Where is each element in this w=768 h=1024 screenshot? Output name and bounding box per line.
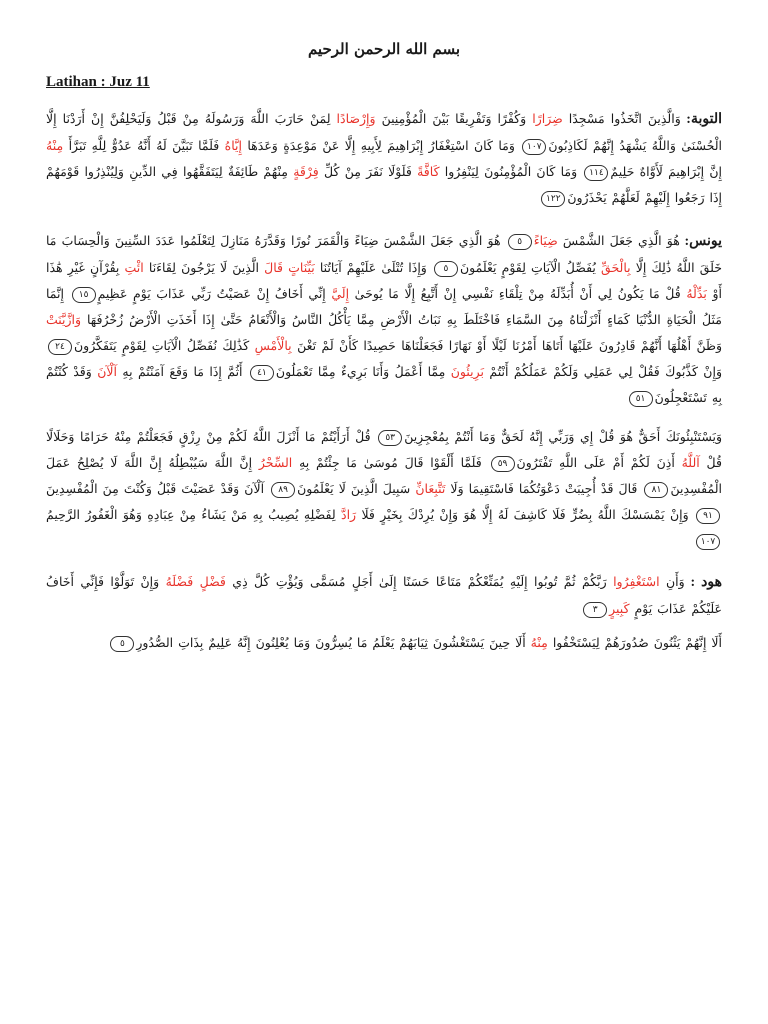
highlighted-word: السِّحْرُ (258, 455, 293, 470)
ayah-number-marker: ٥٣ (378, 430, 402, 446)
highlighted-word: ضِيَاءً (533, 233, 558, 248)
highlighted-word: رَادَّ (341, 507, 357, 522)
highlighted-word: اسْتَغْفِرُوا (613, 574, 660, 589)
verse-text: آلْآنَ وَقَدْ عَصَيْتَ قَبْلُ وَكُنْتَ مِنَ الْمُفْسِدِينَ (46, 481, 270, 496)
surah-label: هود : (684, 575, 722, 590)
verse-text: إِنَّ إِبْرَاهِيمَ لَأَوَّاهٌ حَلِيمٌ (610, 164, 722, 179)
highlighted-word: بَيِّنَاتٍ قَالَ (264, 260, 315, 275)
passage-yunus (46, 228, 722, 411)
highlighted-word: إِلَيَّ (331, 286, 350, 301)
verse-text: يُفَصِّلُ الْآيَاتِ لِقَوْمٍ يَعْلَمُونَ (459, 260, 602, 275)
highlighted-word: بَرِيئُونَ (450, 364, 484, 379)
highlighted-word: تَتَّبِعَانِّ (415, 481, 446, 496)
verse-text: فَلَوْلَا نَفَرَ مِنْ كُلِّ (318, 164, 418, 179)
highlighted-word: مِنْهُ (46, 138, 64, 153)
verse-text: أَذِنَ لَكُمْ أَمْ عَلَى اللَّهِ تَفْتَرُونَ (516, 455, 682, 470)
passage-at-tawbah (46, 106, 722, 211)
verse-text: إِنَّ اللَّهَ سَيُبْطِلُهُ إِنَّ اللَّهَ لَا يُصْلِحُ عَمَلَ الْمُفْسِدِينَ (46, 455, 722, 496)
highlighted-word: فَضْلٍ فَضْلَهُ (165, 574, 226, 589)
verse-text: وَيَسْتَنْبِئُونَكَ أَحَقٌّ هُوَ قُلْ إِي وَرَبِّي إِنَّهُ لَحَقٌّ وَمَا أَنْتُمْ بِمُعْجِزِينَ (404, 429, 722, 444)
passage-yunus-continued (46, 424, 722, 554)
ayah-number-marker: ٤١ (250, 365, 274, 381)
ayah-number-marker: ٢٤ (48, 339, 72, 355)
verse-text: أَلَا إِنَّهُمْ يَثْنُونَ صُدُورَهُمْ لِيَسْتَخْفُوا (547, 635, 722, 650)
verse-text: فَلَمَّا أَلْقَوْا قَالَ مُوسَىٰ مَا جِئْتُمْ بِهِ (292, 455, 489, 470)
basmala-heading: بسم الله الرحمن الرحيم (307, 40, 461, 58)
highlighted-word: كَبِيرٍ (609, 601, 630, 616)
verse-text: وَكُفْرًا وَتَفْرِيقًا بَيْنَ الْمُؤْمِنِينَ (375, 111, 533, 126)
verse-text: كَذَٰلِكَ نُفَصِّلُ الْآيَاتِ لِقَوْمٍ يَتَفَكَّرُونَ (74, 338, 255, 353)
verse-text: وَظَنَّ أَهْلُهَا أَنَّهُمْ قَادِرُونَ عَلَيْهَا أَتَاهَا أَمْرُنَا لَيْلًا أَوْ نَهَارًا فَجَعَلْنَاهَا حَصِيدًا كَأَنْ لَمْ تَغْنَ (291, 338, 722, 353)
page-title: Latihan : Juz 11 (46, 74, 150, 90)
verse-text: رَبَّكُمْ ثُمَّ تُوبُوا إِلَيْهِ يُمَتِّعْكُمْ مَتَاعًا حَسَنًا إِلَىٰ أَجَلٍ مُسَمًّى وَيُؤْتِ كُلَّ ذِي (225, 574, 614, 589)
verse-text: وَالَّذِينَ اتَّخَذُوا مَسْجِدًا (562, 111, 681, 126)
verse-text: وَإِذَا تُتْلَىٰ عَلَيْهِمْ آيَاتُنَا (314, 260, 432, 275)
ayah-number-marker: ١٢٢ (541, 191, 565, 207)
verse-text: وَمَا كَانَ الْمُؤْمِنُونَ لِيَنْفِرُوا (439, 164, 583, 179)
verse-text: مِمَّا أَعْمَلُ وَأَنَا بَرِيءٌ مِمَّا تَعْمَلُونَ (275, 364, 451, 379)
verse-text: وَقَدْ كُنْتُمْ بِهِ تَسْتَعْجِلُونَ (46, 364, 722, 405)
verse-text: وَأَنِ (659, 574, 685, 589)
highlighted-word: ضِرَارًا (532, 111, 563, 126)
highlighted-word: آلْآنَ (97, 364, 117, 379)
highlighted-word: بِالْأَمْسِ (254, 338, 292, 353)
verse-text: بِقُرْآنٍ غَيْرِ هَٰذَا أَوْ (46, 260, 722, 301)
verse-text: الَّذِينَ لَا يَرْجُونَ لِقَاءَنَا (143, 260, 265, 275)
verse-text: وَإِنْ كَذَّبُوكَ فَقُلْ لِي عَمَلِي وَلَكُمْ عَمَلُكُمْ أَنْتُمْ (484, 364, 722, 379)
highlighted-word: فِرْقَةٍ (293, 164, 319, 179)
verse-text: هُوَ الَّذِي جَعَلَ الشَّمْسَ (557, 233, 680, 248)
surah-label: التوبة: (680, 112, 722, 127)
passage-hud-continued (46, 630, 722, 656)
ayah-number-marker: ٥٩ (491, 456, 515, 472)
verse-text: سَبِيلَ الَّذِينَ لَا يَعْلَمُونَ (297, 481, 416, 496)
verse-text: وَإِنْ تَوَلَّوْا فَإِنِّي أَخَافُ عَلَيْكُمْ عَذَابَ يَوْمٍ (46, 574, 722, 616)
verse-text: أَثُمَّ إِذَا مَا وَقَعَ آمَنْتُمْ بِهِ (116, 364, 248, 379)
ayah-number-marker: ٥ (434, 261, 458, 277)
ayah-number-marker: ٨٩ (271, 482, 295, 498)
passage-hud (46, 569, 722, 622)
verse-text: قُلْ أَرَأَيْتُمْ مَا أَنْزَلَ اللَّهُ لَكُمْ مِنْ رِزْقٍ فَجَعَلْتُمْ مِنْهُ حَرَامًا وَحَلَالًا قُلْ (46, 429, 722, 470)
highlighted-word: وَازَّيَّنَتْ (46, 312, 82, 327)
ayah-number-marker: ٩١ (696, 508, 720, 524)
ayah-number-marker: ٥ (508, 234, 532, 250)
verse-text: أَلَا حِينَ يَسْتَغْشُونَ ثِيَابَهُمْ يَعْلَمُ مَا يُسِرُّونَ وَمَا يُعْلِنُونَ إِنَّهُ عَلِيمٌ بِذَاتِ الصُّدُورِ (136, 635, 531, 650)
ayah-number-marker: ١٠٧ (696, 534, 720, 550)
highlighted-word: بَدِّلْهُ (686, 286, 707, 301)
surah-label: يونس: (679, 234, 723, 249)
ayah-number-marker: ٥١ (629, 391, 653, 407)
verse-text: وَمَا كَانَ اسْتِغْفَارُ إِبْرَاهِيمَ لِأَبِيهِ إِلَّا عَنْ مَوْعِدَةٍ وَعَدَهَا (241, 138, 521, 153)
verse-text: قَالَ قَدْ أُجِيبَتْ دَعْوَتُكُمَا فَاسْتَقِيمَا وَلَا (445, 481, 643, 496)
verse-text: فَلَمَّا تَبَيَّنَ لَهُ أَنَّهُ عَدُوٌّ لِلَّهِ تَبَرَّأَ (63, 138, 225, 153)
highlighted-word: وَإِرْصَادًا (336, 111, 376, 126)
verse-text: هُوَ الَّذِي جَعَلَ الشَّمْسَ ضِيَاءً وَالْقَمَرَ نُورًا وَقَدَّرَهُ مَنَازِلَ لِتَعْلَمُوا عَدَدَ السِّنِينَ وَالْحِسَابَ مَا خَلَقَ اللَّهُ ذَٰلِكَ إِلَّا (46, 233, 722, 275)
ayah-number-marker: ١٥ (72, 287, 96, 303)
highlighted-word: بِالْحَقِّ (601, 260, 631, 275)
verse-text: إِنِّي أَخَافُ إِنْ عَصَيْتُ رَبِّي عَذَابَ يَوْمٍ عَظِيمٍ (97, 286, 332, 301)
highlighted-word: إِيَّاهُ (224, 138, 242, 153)
verse-text: مِنْهُمْ طَائِفَةٌ لِيَتَفَقَّهُوا فِي الدِّينِ وَلِيُنْذِرُوا قَوْمَهُمْ إِذَا رَجَعُوا إِلَيْهِمْ لَعَلَّهُمْ يَحْذَرُونَ (46, 164, 722, 205)
verse-text: لِمَنْ حَارَبَ اللَّهَ وَرَسُولَهُ مِنْ قَبْلُ وَلَيَحْلِفُنَّ إِنْ أَرَدْنَا إِلَّا الْحُسْنَىٰ وَاللَّهُ يَشْهَدُ إِنَّهُمْ لَكَاذِبُونَ (46, 111, 722, 153)
verse-text: لِفَضْلِهِ يُصِيبُ بِهِ مَنْ يَشَاءُ مِنْ عِبَادِهِ وَهُوَ الْغَفُورُ الرَّحِيمُ (46, 507, 342, 522)
highlighted-word: مِنْهُ (530, 635, 548, 650)
ayah-number-marker: ١٠٧ (522, 139, 546, 155)
verse-text: قُلْ مَا يَكُونُ لِي أَنْ أُبَدِّلَهُ مِنْ تِلْقَاءِ نَفْسِي إِنْ أَتَّبِعُ إِلَّا مَا يُوحَىٰ (349, 286, 687, 301)
ayah-number-marker: ١١٤ (584, 165, 608, 181)
ayah-number-marker: ٣ (583, 602, 607, 618)
highlighted-word: آللَّهُ (681, 455, 700, 470)
verse-text: وَإِنْ يَمْسَسْكَ اللَّهُ بِضُرٍّ فَلَا كَاشِفَ لَهُ إِلَّا هُوَ وَإِنْ يُرِدْكَ بِخَيْرٍ فَلَا (356, 507, 694, 522)
ayah-number-marker: ٨١ (644, 482, 668, 498)
ayah-number-marker: ٥ (110, 636, 134, 652)
highlighted-word: ائْتِ (124, 260, 144, 275)
highlighted-word: كَافَّةً (417, 164, 440, 179)
verse-text: إِنَّمَا مَثَلُ الْحَيَاةِ الدُّنْيَا كَمَاءٍ أَنْزَلْنَاهُ مِنَ السَّمَاءِ فَاخْتَلَطَ بِهِ نَبَاتُ الْأَرْضِ مِمَّا يَأْكُلُ النَّاسُ وَالْأَنْعَامُ حَتَّىٰ إِذَا أَخَذَتِ الْأَرْضُ زُخْرُفَهَا (46, 286, 722, 327)
